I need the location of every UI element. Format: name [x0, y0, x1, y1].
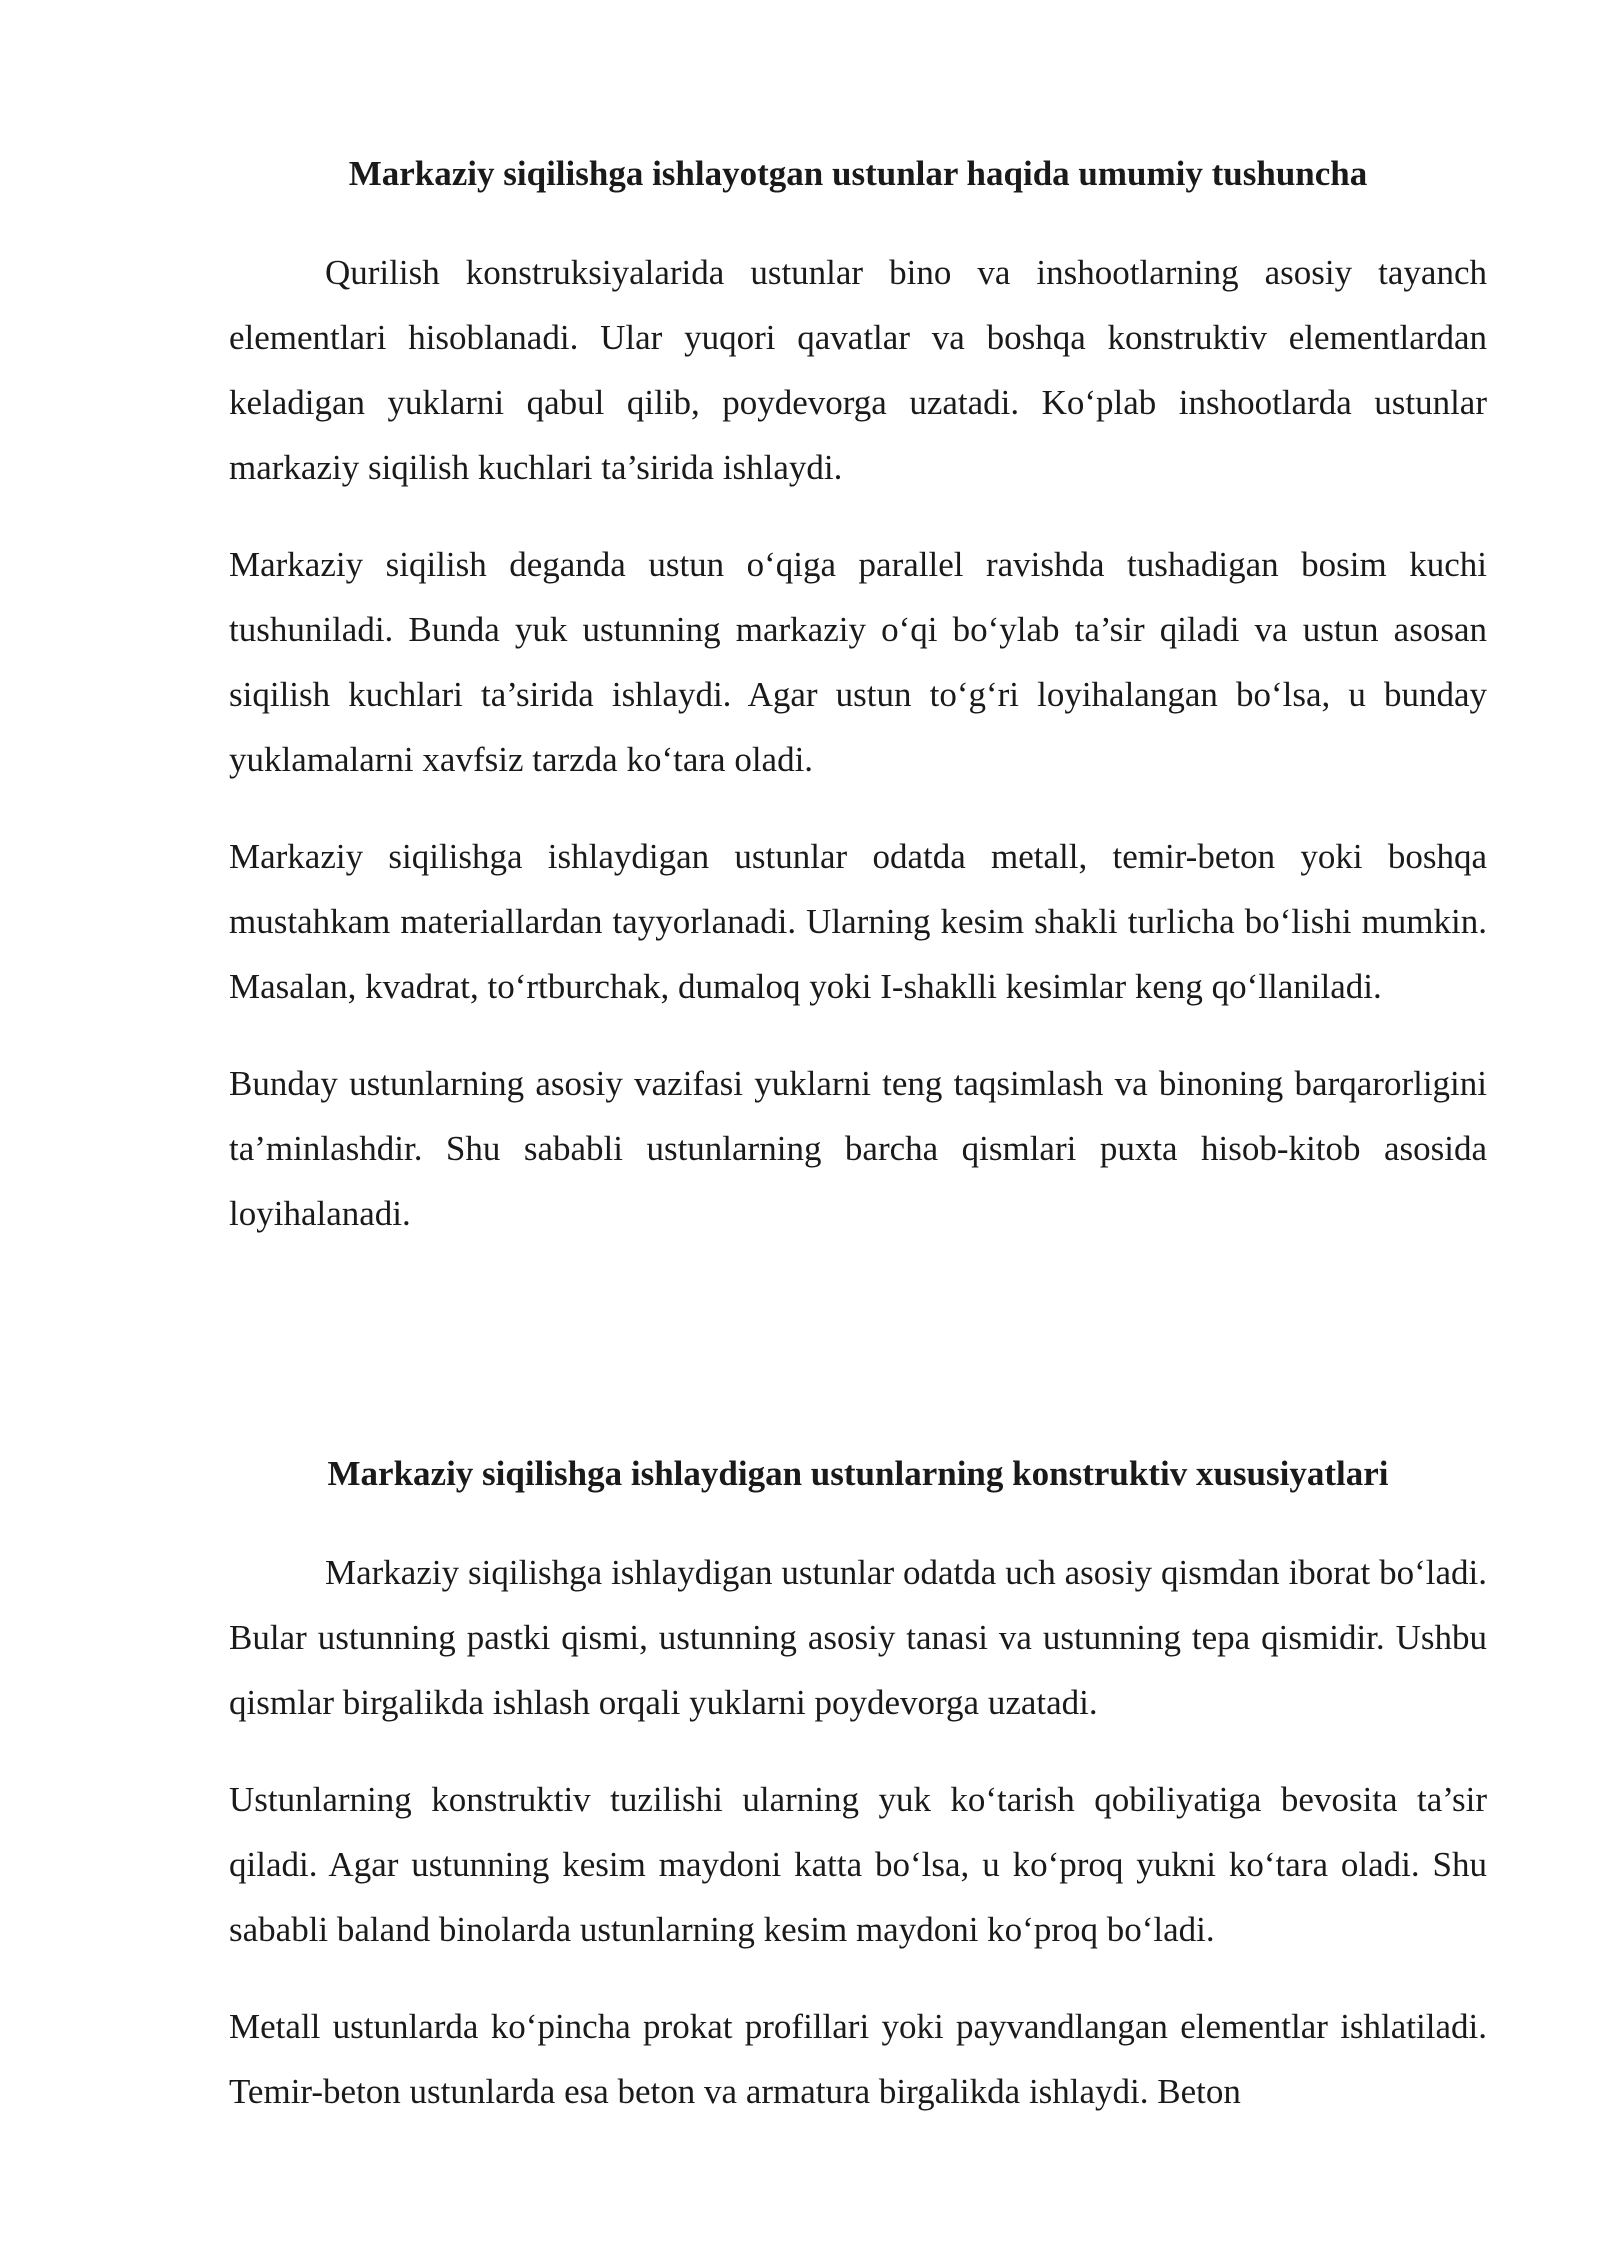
section-1-heading: Markaziy siqilishga ishlayotgan ustunlar haqida umumiy tushuncha	[348, 154, 1368, 193]
section-1-paragraph-3: Markaziy siqilishga ishlaydigan ustunlar odatda metall, temir-beton yoki boshqa mustahkam materiallardan tayyorlanadi. Ularning kesim shakli turlicha bo‘lishi mumkin. Masalan, kvadrat, to‘rtburchak, dumaloq yoki I-shaklli kesimlar keng qo‘llaniladi.	[229, 837, 1487, 1006]
section-1-paragraph-1: Qurilish konstruksiyalarida ustunlar bino va inshootlarning asosiy tayanch elementlari hisoblanadi. Ular yuqori qavatlar va boshqa konstruktiv elementlardan keladigan yuklarni qabul qilib, poydevorga uzatadi. Ko‘plab inshootlarda ustunlar markaziy siqilish kuchlari ta’sirida ishlaydi.	[229, 253, 1487, 487]
section-2-paragraph-2: Ustunlarning konstruktiv tuzilishi ularning yuk ko‘tarish qobiliyatiga bevosita ta’sir qiladi. Agar ustunning kesim maydoni katta bo‘lsa, u ko‘proq yukni ko‘tara oladi. Shu sababli baland binolarda ustunlarning kesim maydoni ko‘proq bo‘ladi.	[229, 1780, 1487, 1949]
section-2-paragraph-1: Markaziy siqilishga ishlaydigan ustunlar odatda uch asosiy qismdan iborat bo‘ladi. Bular ustunning pastki qismi, ustunning asosiy tanasi va ustunning tepa qismidir. Ushbu qismlar birgalikda ishlash orqali yuklarni poydevorga uzatadi.	[229, 1553, 1487, 1722]
section-2-heading: Markaziy siqilishga ishlaydigan ustunlarning konstruktiv xususiyatlari	[327, 1454, 1389, 1493]
section-1-body	[229, 240, 1487, 1246]
section-1-paragraph-4: Bunday ustunlarning asosiy vazifasi yuklarni teng taqsimlash va binoning barqarorligini ta’minlashdir. Shu sababli ustunlarning barcha qismlari puxta hisob-kitob asosida loyihalanadi.	[229, 1064, 1487, 1233]
section-2-body	[229, 1540, 1487, 2124]
section-2-paragraph-3: Metall ustunlarda ko‘pincha prokat profillari yoki payvandlangan elementlar ishlatiladi. Temir-beton ustunlarda esa beton va armatura birgalikda ishlaydi. Beton	[229, 2007, 1487, 2111]
section-1-paragraph-2: Markaziy siqilish deganda ustun o‘qiga parallel ravishda tushadigan bosim kuchi tushuniladi. Bunda yuk ustunning markaziy o‘qi bo‘ylab ta’sir qiladi va ustun asosan siqilish kuchlari ta’sirida ishlaydi. Agar ustun to‘g‘ri loyihalangan bo‘lsa, u bunday yuklamalarni xavfsiz tarzda ko‘tara oladi.	[229, 545, 1487, 779]
